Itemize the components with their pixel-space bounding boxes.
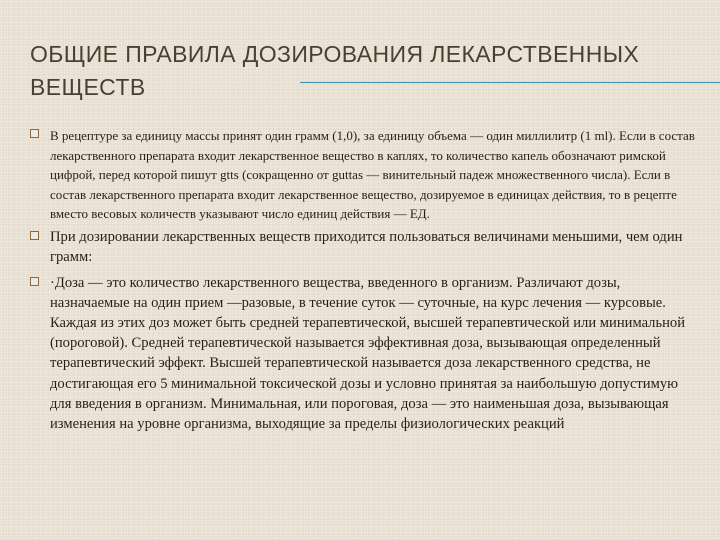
- bullet-item: [30, 273, 702, 435]
- bullet-text: В рецептуре за единицу массы принят один грамм (1,0), за единицу объема — один миллилитр (1 ml). Если в состав лекарственного препарата входит лекарственное вещество в каплях, то количество капель обозначают римской цифрой, перед которой пишут gtts (сокращенно от guttas — винительный падеж множественного числа). Если в состав лекарственного препарата входит лекарственное вещество, дозируемое в единицах действия, то в рецепте вместо весовых количеств указывают число единиц действия — ЕД.: [50, 128, 695, 221]
- bullet-item: [30, 227, 702, 267]
- square-bullet-icon: [30, 277, 39, 286]
- title-divider: [300, 82, 720, 83]
- slide-content: [30, 126, 702, 434]
- bullet-item: [30, 126, 702, 224]
- square-bullet-icon: [30, 129, 39, 138]
- slide-title: ОБЩИЕ ПРАВИЛА ДОЗИРОВАНИЯ ЛЕКАРСТВЕННЫХ ВЕЩЕСТВ: [30, 41, 640, 100]
- bullet-text: ·Доза — это количество лекарственного вещества, введенного в организм. Различают дозы, назначаемые на один прием —разовые, в течение суток — суточные, на курс лечения — курсовые. Каждая из этих доз может быть средней терапевтической, высшей терапевтической или минимальной (пороговой). Средней терапевтической называется эффективная доза, вызывающая определенный терапевтический эффект. Высшей терапевтической называется доза лекарственного средства, не достигающая его 5 минимальной токсической дозы и условно принятая за наибольшую допустимую для введения в организм. Минимальная, или пороговая, доза — это наименьшая доза, вызывающая изменения на уровне организма, выходящие за пределы физиологических реакций: [50, 274, 686, 432]
- square-bullet-icon: [30, 231, 39, 240]
- bullet-text: При дозировании лекарственных веществ приходится пользоваться величинами меньшими, чем один грамм:: [50, 228, 683, 265]
